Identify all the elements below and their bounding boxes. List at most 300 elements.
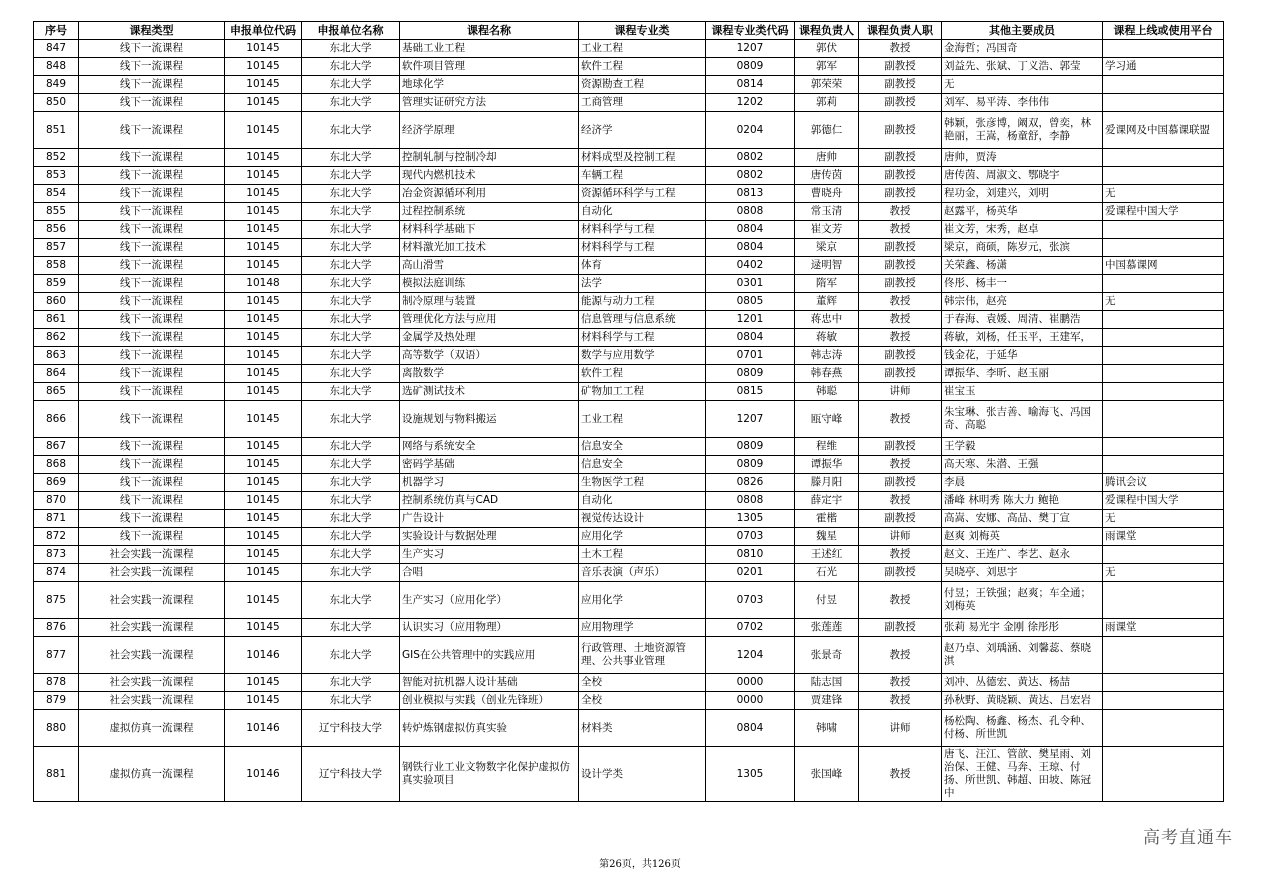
cell-platform [1103, 221, 1224, 239]
cell-leader: 隋军 [795, 275, 859, 293]
cell-platform [1103, 347, 1224, 365]
cell-platform [1103, 747, 1224, 802]
cell-course-name: 制冷原理与装置 [400, 293, 579, 311]
cell-leader-title: 讲师 [859, 710, 942, 747]
cell-unit-name: 东北大学 [302, 401, 400, 438]
table-row [34, 275, 1224, 293]
cell-members: 潘峰 林明秀 陈大力 鲍艳 [942, 492, 1103, 510]
table-row [34, 546, 1224, 564]
cell-leader: 霍楷 [795, 510, 859, 528]
cell-leader: 张国峰 [795, 747, 859, 802]
cell-course-name: 转炉炼钢虚拟仿真实验 [400, 710, 579, 747]
cell-unit-name: 东北大学 [302, 383, 400, 401]
cell-course-type: 线下一流课程 [79, 203, 225, 221]
cell-major-category: 工业工程 [579, 401, 706, 438]
cell-leader-title: 教授 [859, 456, 942, 474]
cell-unit-name: 东北大学 [302, 311, 400, 329]
cell-seq: 867 [34, 438, 79, 456]
cell-unit-code: 10145 [225, 185, 302, 203]
cell-major-code: 0809 [706, 456, 795, 474]
cell-seq: 871 [34, 510, 79, 528]
cell-major-code: 0301 [706, 275, 795, 293]
cell-unit-name: 东北大学 [302, 94, 400, 112]
cell-seq: 880 [34, 710, 79, 747]
cell-members: 赵露平，杨英华 [942, 203, 1103, 221]
cell-members: 金海哲；冯国奇 [942, 40, 1103, 58]
cell-course-type: 线下一流课程 [79, 492, 225, 510]
table-row [34, 747, 1224, 802]
cell-leader: 蒋忠中 [795, 311, 859, 329]
table-row [34, 582, 1224, 619]
cell-platform: 无 [1103, 293, 1224, 311]
cell-course-name: 生产实习（应用化学） [400, 582, 579, 619]
cell-seq: 857 [34, 239, 79, 257]
cell-leader: 韩春燕 [795, 365, 859, 383]
cell-unit-name: 东北大学 [302, 203, 400, 221]
cell-leader: 曹晓舟 [795, 185, 859, 203]
cell-platform: 无 [1103, 564, 1224, 582]
table-row [34, 40, 1224, 58]
cell-platform [1103, 239, 1224, 257]
cell-leader: 薛定宇 [795, 492, 859, 510]
cell-course-type: 线下一流课程 [79, 329, 225, 347]
cell-major-category: 能源与动力工程 [579, 293, 706, 311]
table-row [34, 528, 1224, 546]
cell-unit-name: 东北大学 [302, 456, 400, 474]
cell-seq: 876 [34, 619, 79, 637]
cell-unit-code: 10145 [225, 456, 302, 474]
cell-unit-code: 10145 [225, 492, 302, 510]
table-row [34, 203, 1224, 221]
cell-leader: 瓯守峰 [795, 401, 859, 438]
cell-platform [1103, 76, 1224, 94]
cell-platform [1103, 149, 1224, 167]
cell-major-code: 0826 [706, 474, 795, 492]
cell-unit-code: 10145 [225, 510, 302, 528]
table-row [34, 637, 1224, 674]
cell-leader-title: 副教授 [859, 347, 942, 365]
cell-leader: 崔文芳 [795, 221, 859, 239]
cell-seq: 860 [34, 293, 79, 311]
cell-course-type: 虚拟仿真一流课程 [79, 710, 225, 747]
header-leader-title: 课程负责人职 [859, 22, 942, 40]
cell-platform [1103, 674, 1224, 692]
cell-major-category: 矿物加工工程 [579, 383, 706, 401]
cell-unit-code: 10145 [225, 546, 302, 564]
cell-course-name: 现代内燃机技术 [400, 167, 579, 185]
cell-unit-name: 东北大学 [302, 257, 400, 275]
cell-leader: 韩志涛 [795, 347, 859, 365]
cell-platform: 无 [1103, 185, 1224, 203]
cell-platform [1103, 582, 1224, 619]
cell-unit-code: 10145 [225, 619, 302, 637]
cell-course-type: 线下一流课程 [79, 112, 225, 149]
cell-major-category: 资源循环科学与工程 [579, 185, 706, 203]
cell-major-category: 应用化学 [579, 528, 706, 546]
table-row [34, 692, 1224, 710]
cell-unit-name: 东北大学 [302, 438, 400, 456]
cell-major-category: 信息安全 [579, 456, 706, 474]
cell-seq: 879 [34, 692, 79, 710]
cell-seq: 853 [34, 167, 79, 185]
cell-unit-code: 10145 [225, 203, 302, 221]
cell-unit-code: 10145 [225, 674, 302, 692]
cell-platform [1103, 456, 1224, 474]
cell-seq: 875 [34, 582, 79, 619]
cell-major-code: 0804 [706, 239, 795, 257]
cell-platform [1103, 546, 1224, 564]
cell-major-category: 车辆工程 [579, 167, 706, 185]
cell-unit-name: 东北大学 [302, 692, 400, 710]
cell-platform: 雨课堂 [1103, 528, 1224, 546]
cell-seq: 855 [34, 203, 79, 221]
cell-unit-code: 10145 [225, 149, 302, 167]
cell-unit-code: 10145 [225, 347, 302, 365]
cell-course-type: 线下一流课程 [79, 510, 225, 528]
cell-course-name: 控制系统仿真与CAD [400, 492, 579, 510]
cell-platform [1103, 383, 1224, 401]
cell-major-code: 0804 [706, 329, 795, 347]
table-row [34, 311, 1224, 329]
cell-seq: 852 [34, 149, 79, 167]
cell-major-code: 1202 [706, 94, 795, 112]
cell-course-type: 线下一流课程 [79, 383, 225, 401]
cell-major-code: 1207 [706, 40, 795, 58]
cell-major-code: 0802 [706, 167, 795, 185]
cell-major-code: 0805 [706, 293, 795, 311]
cell-major-category: 软件工程 [579, 365, 706, 383]
cell-course-type: 虚拟仿真一流课程 [79, 747, 225, 802]
cell-unit-code: 10145 [225, 112, 302, 149]
cell-major-category: 生物医学工程 [579, 474, 706, 492]
cell-platform [1103, 275, 1224, 293]
cell-platform: 爱课程中国大学 [1103, 492, 1224, 510]
cell-leader-title: 教授 [859, 221, 942, 239]
table-row [34, 347, 1224, 365]
cell-members: 崔宝玉 [942, 383, 1103, 401]
cell-leader-title: 教授 [859, 293, 942, 311]
page-number: 第26页，共126页 [599, 859, 681, 870]
header-major-category: 课程专业类 [579, 22, 706, 40]
cell-unit-name: 东北大学 [302, 365, 400, 383]
cell-members: 谭振华、李昕、赵玉丽 [942, 365, 1103, 383]
cell-members: 无 [942, 76, 1103, 94]
cell-unit-code: 10145 [225, 293, 302, 311]
cell-unit-code: 10145 [225, 167, 302, 185]
cell-course-type: 社会实践一流课程 [79, 582, 225, 619]
cell-leader-title: 教授 [859, 692, 942, 710]
cell-unit-code: 10145 [225, 58, 302, 76]
cell-leader: 唐传茵 [795, 167, 859, 185]
cell-leader-title: 教授 [859, 203, 942, 221]
course-table [33, 21, 1224, 802]
cell-leader: 石光 [795, 564, 859, 582]
cell-unit-name: 东北大学 [302, 528, 400, 546]
table-row [34, 167, 1224, 185]
cell-leader: 董辉 [795, 293, 859, 311]
cell-major-category: 视觉传达设计 [579, 510, 706, 528]
cell-members: 张莉 易光宇 金刚 徐彤彤 [942, 619, 1103, 637]
cell-major-category: 行政管理、土地资源管理、公共事业管理 [579, 637, 706, 674]
cell-leader: 王述红 [795, 546, 859, 564]
cell-unit-code: 10145 [225, 383, 302, 401]
cell-leader-title: 教授 [859, 329, 942, 347]
cell-course-type: 线下一流课程 [79, 94, 225, 112]
cell-unit-code: 10145 [225, 528, 302, 546]
cell-platform [1103, 710, 1224, 747]
cell-leader: 付昱 [795, 582, 859, 619]
cell-members: 高嵩、安娜、高品、樊丁宣 [942, 510, 1103, 528]
cell-course-name: 选矿测试技术 [400, 383, 579, 401]
cell-course-name: 认识实习（应用物理） [400, 619, 579, 637]
cell-leader-title: 副教授 [859, 58, 942, 76]
cell-course-type: 社会实践一流课程 [79, 692, 225, 710]
cell-seq: 881 [34, 747, 79, 802]
cell-major-category: 设计学类 [579, 747, 706, 802]
cell-members: 赵爽 刘梅英 [942, 528, 1103, 546]
cell-unit-name: 东北大学 [302, 239, 400, 257]
cell-members: 崔文芳，宋秀，赵卓 [942, 221, 1103, 239]
cell-platform [1103, 40, 1224, 58]
cell-members: 刘益先、张斌、丁义浩、郭莹 [942, 58, 1103, 76]
cell-major-category: 土木工程 [579, 546, 706, 564]
cell-unit-code: 10145 [225, 365, 302, 383]
cell-major-category: 全校 [579, 674, 706, 692]
cell-major-category: 自动化 [579, 203, 706, 221]
cell-leader-title: 副教授 [859, 112, 942, 149]
cell-course-name: 合唱 [400, 564, 579, 582]
cell-leader: 蒋敏 [795, 329, 859, 347]
cell-leader-title: 教授 [859, 637, 942, 674]
cell-course-type: 线下一流课程 [79, 149, 225, 167]
cell-members: 吴晓亭、刘思宇 [942, 564, 1103, 582]
cell-seq: 878 [34, 674, 79, 692]
header-unit-code: 申报单位代码 [225, 22, 302, 40]
table-row [34, 58, 1224, 76]
cell-unit-name: 东北大学 [302, 185, 400, 203]
cell-major-code: 0804 [706, 710, 795, 747]
cell-major-code: 0808 [706, 203, 795, 221]
cell-leader-title: 副教授 [859, 76, 942, 94]
cell-leader-title: 教授 [859, 747, 942, 802]
cell-platform [1103, 167, 1224, 185]
cell-platform: 中国慕课网 [1103, 257, 1224, 275]
header-leader: 课程负责人 [795, 22, 859, 40]
cell-leader-title: 教授 [859, 311, 942, 329]
cell-members: 付昱；王铁强；赵爽；车全通；刘梅英 [942, 582, 1103, 619]
cell-seq: 870 [34, 492, 79, 510]
cell-leader: 张莲莲 [795, 619, 859, 637]
cell-course-type: 线下一流课程 [79, 401, 225, 438]
cell-major-category: 软件工程 [579, 58, 706, 76]
cell-course-type: 线下一流课程 [79, 311, 225, 329]
table-row [34, 564, 1224, 582]
cell-course-type: 线下一流课程 [79, 474, 225, 492]
cell-unit-name: 东北大学 [302, 619, 400, 637]
table-row [34, 112, 1224, 149]
cell-platform [1103, 94, 1224, 112]
cell-course-name: 材料科学基础下 [400, 221, 579, 239]
cell-unit-name: 东北大学 [302, 474, 400, 492]
cell-course-name: 创业模拟与实践（创业先锋班） [400, 692, 579, 710]
cell-major-code: 1201 [706, 311, 795, 329]
cell-seq: 848 [34, 58, 79, 76]
cell-unit-code: 10145 [225, 474, 302, 492]
cell-seq: 851 [34, 112, 79, 149]
cell-major-code: 0802 [706, 149, 795, 167]
cell-course-type: 社会实践一流课程 [79, 546, 225, 564]
cell-platform: 学习通 [1103, 58, 1224, 76]
cell-leader: 魏星 [795, 528, 859, 546]
cell-leader-title: 副教授 [859, 257, 942, 275]
cell-course-name: 机器学习 [400, 474, 579, 492]
cell-course-name: 广告设计 [400, 510, 579, 528]
table-row [34, 510, 1224, 528]
cell-course-name: 智能对抗机器人设计基础 [400, 674, 579, 692]
cell-major-category: 资源勘查工程 [579, 76, 706, 94]
cell-unit-name: 东北大学 [302, 637, 400, 674]
cell-major-code: 0813 [706, 185, 795, 203]
cell-course-name: 钢铁行业工业文物数字化保护虚拟仿真实验项目 [400, 747, 579, 802]
cell-unit-code: 10145 [225, 582, 302, 619]
table-row [34, 438, 1224, 456]
cell-unit-name: 辽宁科技大学 [302, 710, 400, 747]
cell-course-name: 网络与系统安全 [400, 438, 579, 456]
cell-unit-code: 10148 [225, 275, 302, 293]
table-row [34, 456, 1224, 474]
cell-major-code: 0814 [706, 76, 795, 94]
cell-leader-title: 副教授 [859, 438, 942, 456]
cell-course-type: 社会实践一流课程 [79, 564, 225, 582]
cell-leader: 程维 [795, 438, 859, 456]
cell-major-code: 0701 [706, 347, 795, 365]
table-header [34, 22, 1224, 40]
cell-major-code: 0204 [706, 112, 795, 149]
table-row [34, 94, 1224, 112]
cell-seq: 847 [34, 40, 79, 58]
cell-major-category: 信息管理与信息系统 [579, 311, 706, 329]
cell-course-name: GIS在公共管理中的实践应用 [400, 637, 579, 674]
cell-members: 王学毅 [942, 438, 1103, 456]
cell-course-name: 材料激光加工技术 [400, 239, 579, 257]
cell-major-code: 1305 [706, 510, 795, 528]
cell-course-type: 线下一流课程 [79, 275, 225, 293]
cell-leader: 逯明智 [795, 257, 859, 275]
cell-leader: 郭伏 [795, 40, 859, 58]
cell-course-type: 线下一流课程 [79, 239, 225, 257]
cell-leader: 常玉清 [795, 203, 859, 221]
cell-seq: 874 [34, 564, 79, 582]
cell-major-code: 0703 [706, 582, 795, 619]
cell-seq: 873 [34, 546, 79, 564]
cell-seq: 869 [34, 474, 79, 492]
cell-unit-code: 10145 [225, 329, 302, 347]
cell-platform: 雨课堂 [1103, 619, 1224, 637]
header-row [34, 22, 1224, 40]
cell-leader: 韩啸 [795, 710, 859, 747]
cell-unit-code: 10145 [225, 692, 302, 710]
cell-members: 韩颖，张彦博，阚双，曾奕，林艳丽，王嵩，杨童舒，李静 [942, 112, 1103, 149]
cell-course-name: 模拟法庭训练 [400, 275, 579, 293]
cell-unit-name: 东北大学 [302, 582, 400, 619]
cell-platform [1103, 692, 1224, 710]
cell-platform: 无 [1103, 510, 1224, 528]
cell-major-category: 工业工程 [579, 40, 706, 58]
table-row [34, 365, 1224, 383]
cell-course-name: 控制轧制与控制冷却 [400, 149, 579, 167]
cell-leader-title: 副教授 [859, 275, 942, 293]
cell-unit-code: 10146 [225, 747, 302, 802]
cell-leader-title: 教授 [859, 40, 942, 58]
cell-members: 赵乃卓、刘瑀涵、刘馨蕊、蔡晓淇 [942, 637, 1103, 674]
table-row [34, 293, 1224, 311]
cell-platform [1103, 311, 1224, 329]
cell-major-code: 0702 [706, 619, 795, 637]
cell-course-name: 管理优化方法与应用 [400, 311, 579, 329]
cell-unit-code: 10145 [225, 564, 302, 582]
cell-platform [1103, 329, 1224, 347]
cell-members: 刘军、易平涛、李伟伟 [942, 94, 1103, 112]
cell-seq: 858 [34, 257, 79, 275]
cell-unit-name: 东北大学 [302, 546, 400, 564]
cell-major-code: 1207 [706, 401, 795, 438]
table-row [34, 710, 1224, 747]
cell-unit-code: 10145 [225, 221, 302, 239]
table-row [34, 401, 1224, 438]
cell-unit-code: 10145 [225, 40, 302, 58]
cell-seq: 872 [34, 528, 79, 546]
cell-major-code: 0809 [706, 438, 795, 456]
cell-course-type: 社会实践一流课程 [79, 619, 225, 637]
cell-unit-name: 东北大学 [302, 58, 400, 76]
cell-major-category: 自动化 [579, 492, 706, 510]
cell-course-name: 管理实证研究方法 [400, 94, 579, 112]
cell-unit-code: 10146 [225, 710, 302, 747]
header-platform: 课程上线或使用平台 [1103, 22, 1224, 40]
cell-seq: 854 [34, 185, 79, 203]
table-row [34, 383, 1224, 401]
cell-leader: 滕月阳 [795, 474, 859, 492]
header-members: 其他主要成员 [942, 22, 1103, 40]
cell-seq: 861 [34, 311, 79, 329]
cell-leader: 谭振华 [795, 456, 859, 474]
cell-unit-name: 东北大学 [302, 492, 400, 510]
cell-leader-title: 教授 [859, 582, 942, 619]
cell-unit-name: 东北大学 [302, 40, 400, 58]
cell-seq: 863 [34, 347, 79, 365]
cell-platform: 爱课程中国大学 [1103, 203, 1224, 221]
cell-seq: 859 [34, 275, 79, 293]
cell-leader-title: 副教授 [859, 239, 942, 257]
cell-unit-name: 东北大学 [302, 167, 400, 185]
cell-course-name: 实验设计与数据处理 [400, 528, 579, 546]
cell-major-category: 材料科学与工程 [579, 329, 706, 347]
table-row [34, 257, 1224, 275]
cell-seq: 849 [34, 76, 79, 94]
cell-unit-code: 10145 [225, 257, 302, 275]
cell-unit-code: 10145 [225, 94, 302, 112]
cell-major-category: 全校 [579, 692, 706, 710]
header-seq: 序号 [34, 22, 79, 40]
header-unit-name: 申报单位名称 [302, 22, 400, 40]
cell-leader-title: 教授 [859, 401, 942, 438]
table-row [34, 474, 1224, 492]
cell-major-category: 经济学 [579, 112, 706, 149]
cell-course-type: 线下一流课程 [79, 365, 225, 383]
cell-course-name: 密码学基础 [400, 456, 579, 474]
cell-members: 高天寒、朱潜、王强 [942, 456, 1103, 474]
cell-members: 唐帅，贾涛 [942, 149, 1103, 167]
